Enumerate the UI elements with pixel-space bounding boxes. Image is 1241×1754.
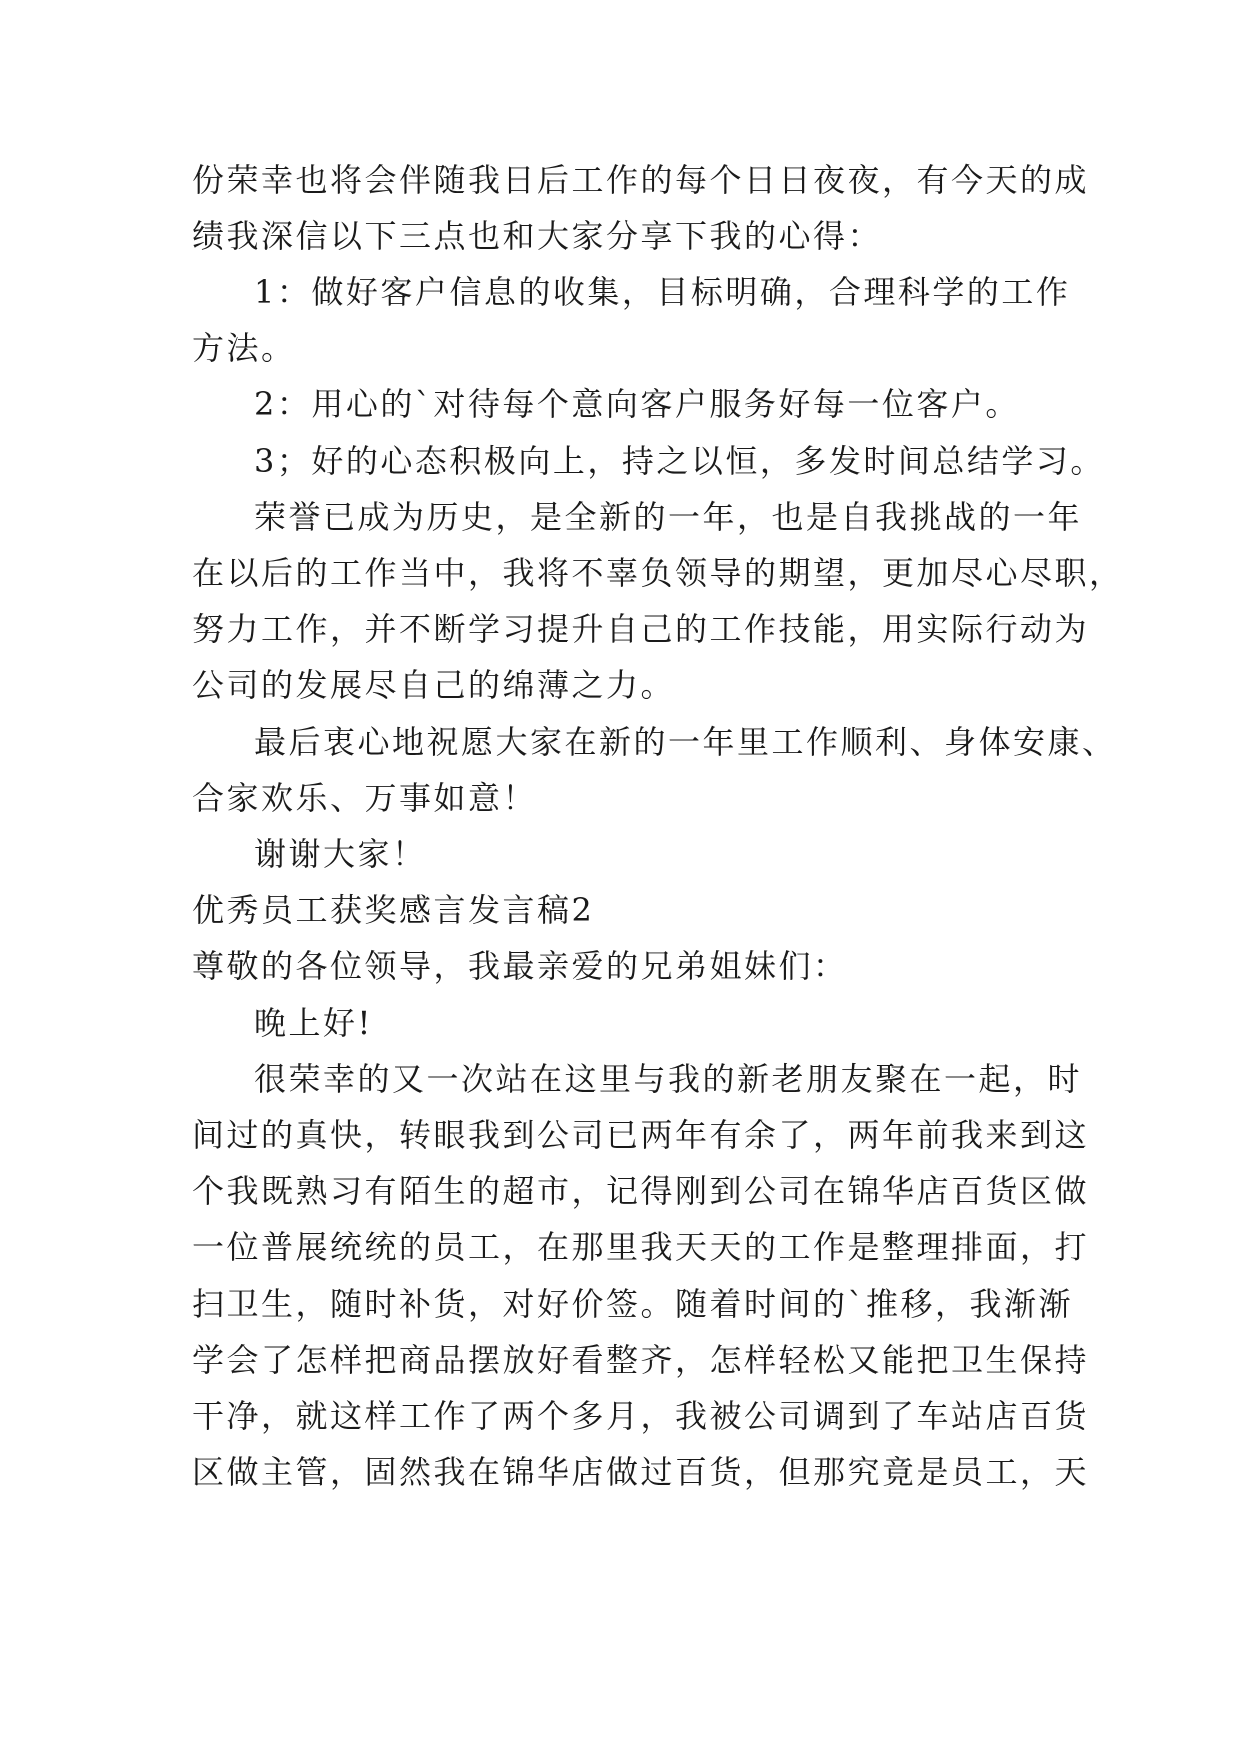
- text-line: 干净，就这样工作了两个多月，我被公司调到了车站店百货: [192, 1397, 1090, 1435]
- text-line: 1：做好客户信息的收集，目标明确，合理科学的工作: [254, 273, 1071, 311]
- text-line: 在以后的工作当中，我将不辜负领导的期望，更加尽心尽职，: [192, 554, 1124, 592]
- section-title: 优秀员工获奖感言发言稿2: [192, 891, 595, 929]
- text-line: 很荣幸的又一次站在这里与我的新老朋友聚在一起，时: [254, 1060, 1083, 1098]
- text-line: 份荣幸也将会伴随我日后工作的每个日日夜夜，有今天的成: [192, 161, 1090, 199]
- text-line: 个我既熟习有陌生的超市，记得刚到公司在锦华店百货区做: [192, 1172, 1090, 1210]
- text-line: 公司的发展尽自己的绵薄之力。: [192, 666, 676, 704]
- text-line: 努力工作，并不断学习提升自己的工作技能，用实际行动为: [192, 610, 1090, 648]
- text-line: 间过的真快，转眼我到公司已两年有余了，两年前我来到这: [192, 1116, 1090, 1154]
- text-line: 晚上好!: [254, 1004, 373, 1042]
- text-line: 绩我深信以下三点也和大家分享下我的心得：: [192, 217, 883, 255]
- text-line: 一位普展统统的员工，在那里我天天的工作是整理排面，打: [192, 1228, 1090, 1266]
- text-line: 尊敬的各位领导，我最亲爱的兄弟姐妹们：: [192, 947, 848, 985]
- text-line: 2：用心的`对待每个意向客户服务好每一位客户。: [254, 385, 1020, 423]
- text-line: 3；好的心态积极向上，持之以恒，多发时间总结学习。: [254, 442, 1105, 480]
- text-line: 学会了怎样把商品摆放好看整齐，怎样轻松又能把卫生保持: [192, 1341, 1090, 1379]
- text-line: 谢谢大家！: [254, 835, 427, 873]
- text-line: 方法。: [192, 329, 296, 367]
- text-line: 最后衷心地祝愿大家在新的一年里工作顺利、身体安康、: [254, 723, 1117, 761]
- text-line: 合家欢乐、万事如意！: [192, 779, 538, 817]
- text-line: 区做主管，固然我在锦华店做过百货，但那究竟是员工，天: [192, 1453, 1090, 1491]
- text-line: 扫卫生，随时补货，对好价签。随着时间的`推移，我渐渐: [192, 1285, 1074, 1323]
- text-line: 荣誉已成为历史，是全新的一年，也是自我挑战的一年: [254, 498, 1083, 536]
